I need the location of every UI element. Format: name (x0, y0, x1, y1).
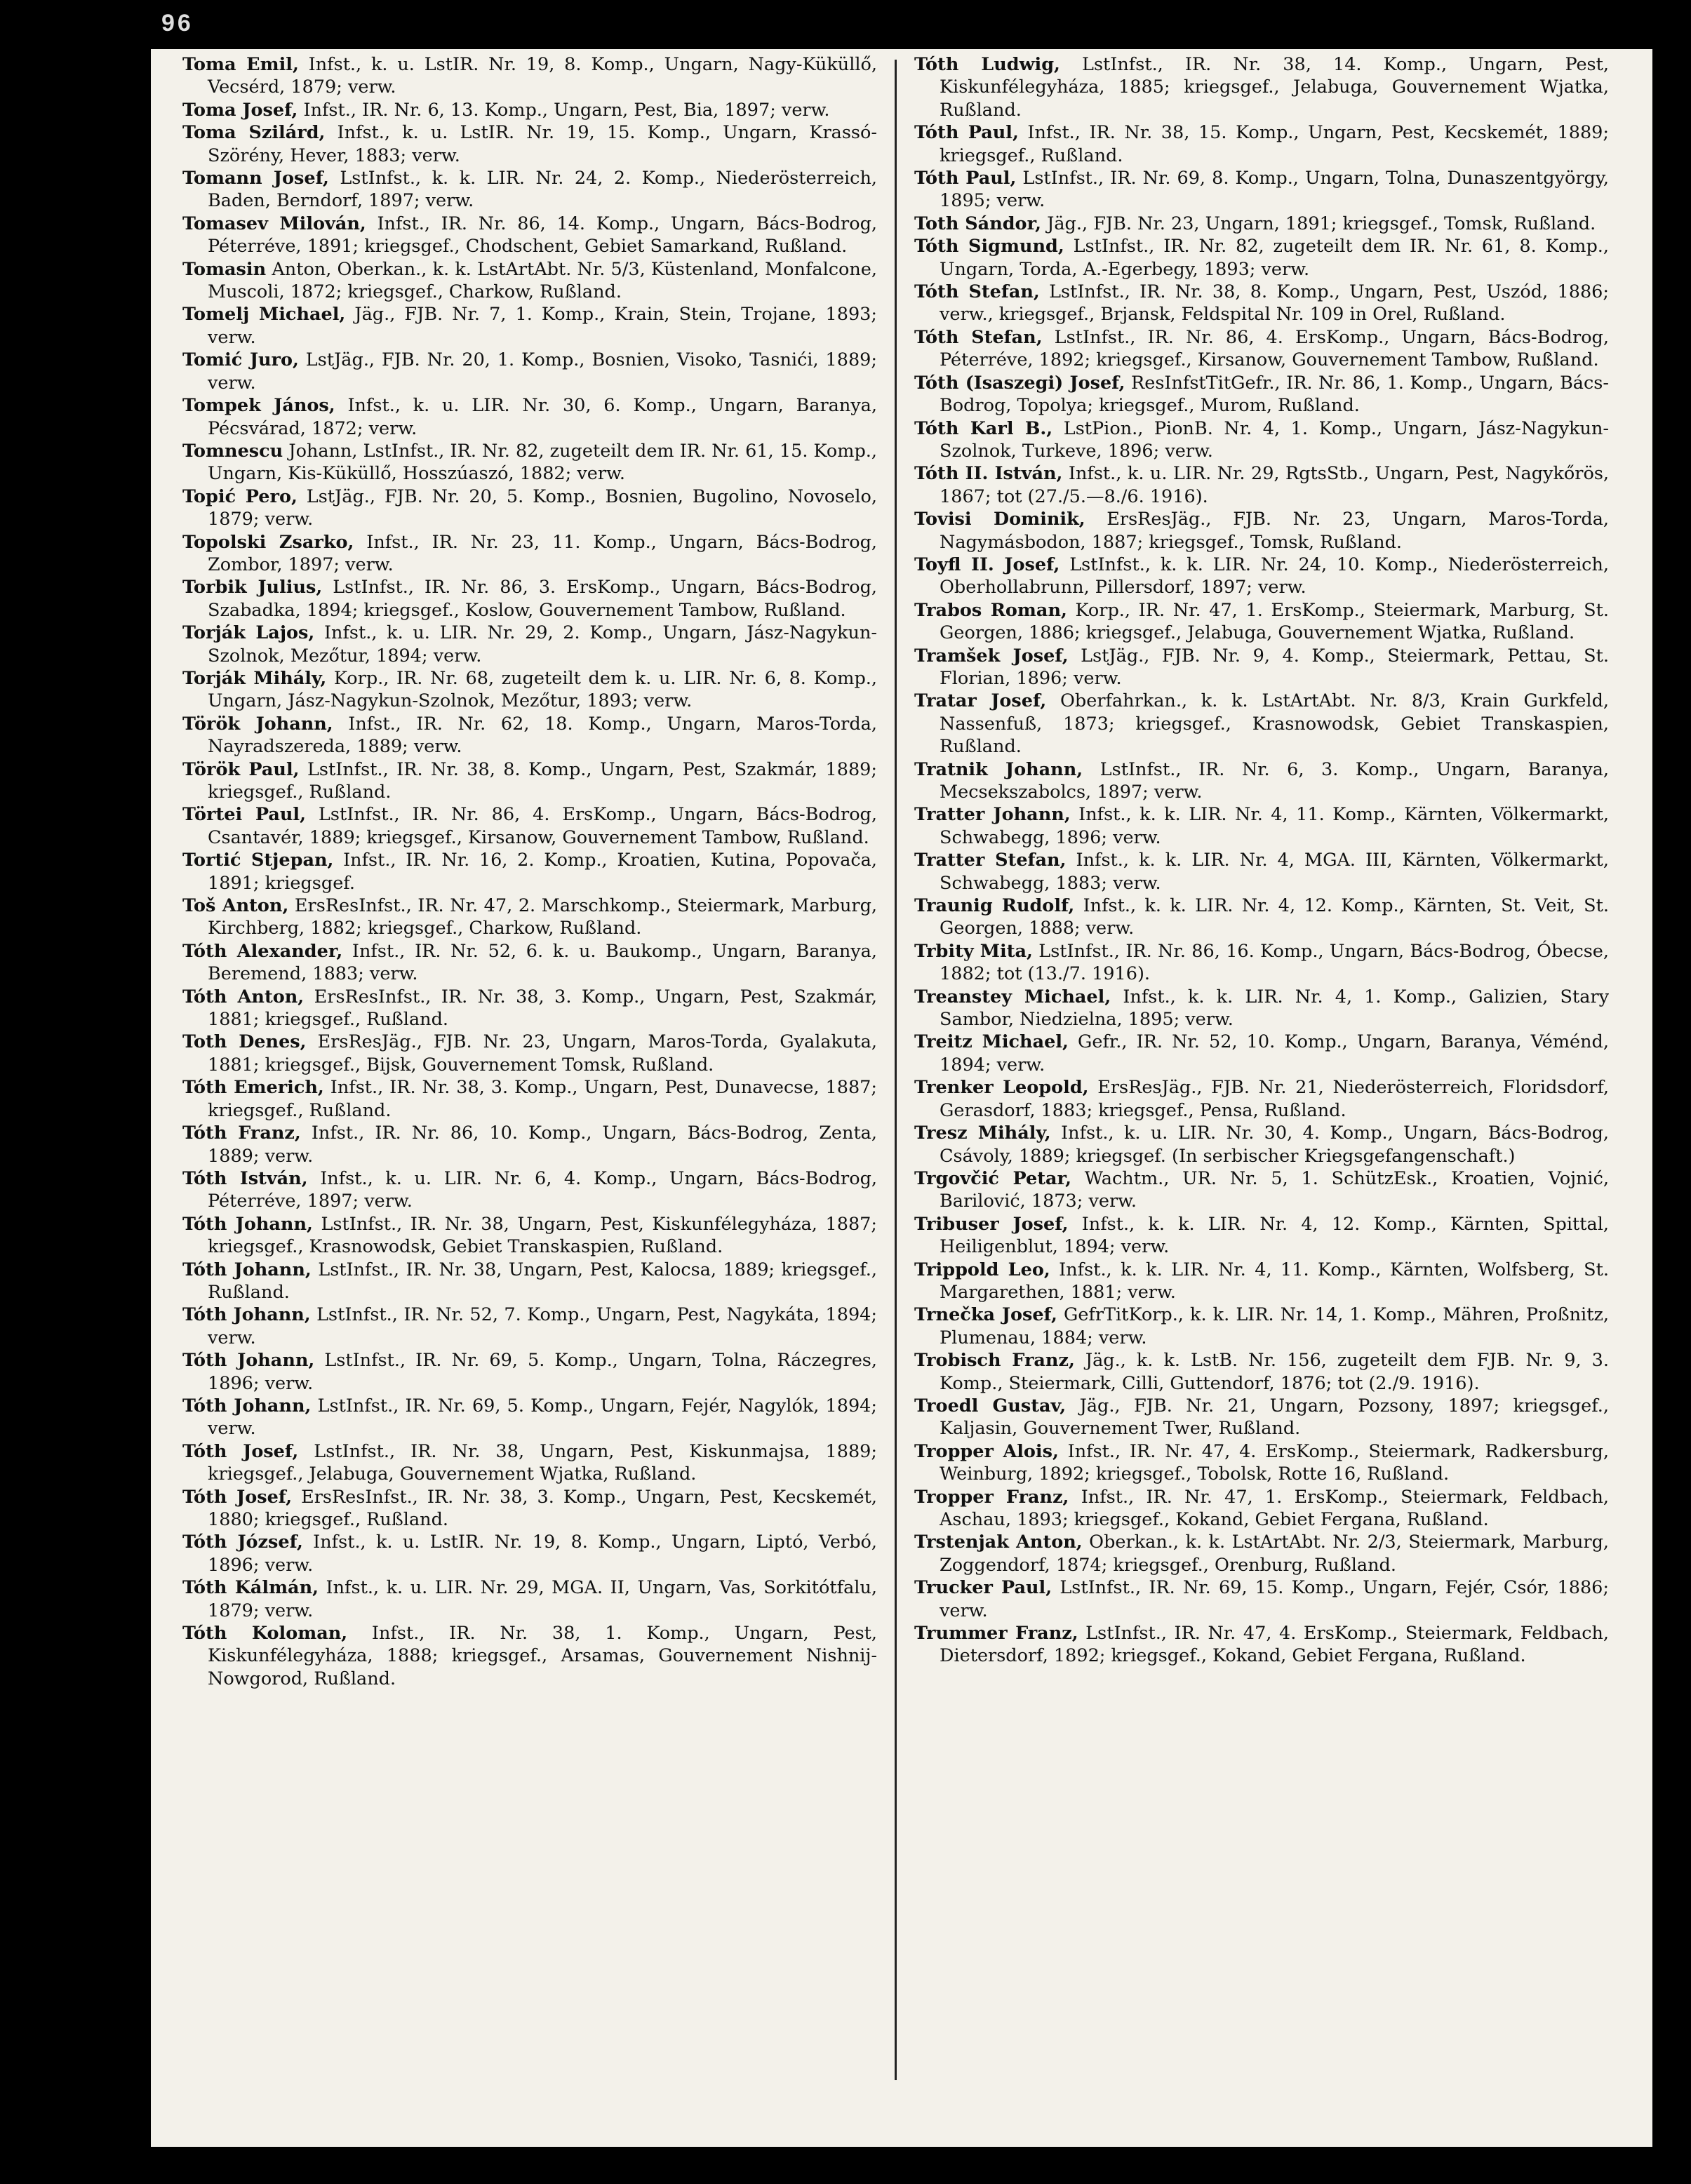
entry-name: Trstenjak Anton, (914, 1532, 1083, 1553)
list-item (914, 1531, 1609, 1576)
list-item (182, 803, 877, 849)
entry-name: Tóth Josef, (182, 1486, 293, 1508)
entry-details: Infst., IR. Nr. 52, 6. k. u. Baukomp., Ungarn, Baranya, Beremend, 1883; verw. (208, 940, 877, 985)
entry-details: Infst., IR. Nr. 86, 14. Komp., Ungarn, Bács-Bodrog, Péterréve, 1891; kriegsgef., Chodschent, Gebiet Samarkand, Rußland. (208, 213, 877, 257)
entry-details: Infst., IR. Nr. 86, 10. Komp., Ungarn, Bács-Bodrog, Zenta, 1889; verw. (208, 1123, 877, 1167)
entry-name: Tóth Franz, (182, 1123, 301, 1144)
list-item (182, 258, 877, 304)
entry-details: LstInfst., IR. Nr. 38, 8. Komp., Ungarn, Pest, Szakmár, 1889; kriegsgef., Rußland. (208, 758, 877, 803)
list-item (914, 1259, 1609, 1304)
entry-details: Infst., IR. Nr. 16, 2. Komp., Kroatien, Kutina, Popovača, 1891; kriegsgef. (208, 850, 877, 894)
entry-name: Tratar Josef, (914, 690, 1047, 712)
entry-details: LstJäg., FJB. Nr. 20, 1. Komp., Bosnien, Visoko, Tasnići, 1889; verw. (208, 349, 877, 394)
entry-details: LstInfst., IR. Nr. 86, 4. ErsKomp., Ungarn, Bács-Bodrog, Péterréve, 1892; kriegsgef., Kirsanow, Gouvernement Tambow, Rußland. (940, 326, 1609, 371)
entry-details: ErsResInfst., IR. Nr. 38, 3. Komp., Ungarn, Pest, Kecskemét, 1880; kriegsgef., Rußland. (208, 1486, 877, 1530)
entry-name: Tóth Sigmund, (914, 236, 1064, 257)
entry-name: Tovisi Dominik, (914, 509, 1085, 530)
list-item (914, 417, 1609, 463)
entry-details: Korp., IR. Nr. 68, zugeteilt dem k. u. LIR. Nr. 6, 8. Komp., Ungarn, Jász-Nagykun-Szolnok, Mezőtur, 1893; verw. (208, 667, 877, 712)
list-item (914, 1304, 1609, 1349)
list-item (914, 986, 1609, 1031)
list-item (914, 1167, 1609, 1213)
column-divider (895, 60, 897, 2080)
entry-details: Infst., k. u. LstIR. Nr. 19, 15. Komp., Ungarn, Krassó-Szörény, Hever, 1883; verw. (208, 122, 877, 166)
entry-details: GefrTitKorp., k. k. LIR. Nr. 14, 1. Komp., Mähren, Proßnitz, Plumenau, 1884; verw. (940, 1304, 1609, 1348)
list-item (914, 645, 1609, 690)
entry-name: Trummer Franz, (914, 1623, 1078, 1644)
entry-name: Tóth Anton, (182, 986, 305, 1007)
list-item (182, 1031, 877, 1076)
list-item (914, 1440, 1609, 1486)
entry-name: Toth Denes, (182, 1031, 307, 1053)
entry-name: Tompek János, (182, 395, 335, 417)
entry-details: Infst., k. u. LstIR. Nr. 19, 8. Komp., Ungarn, Liptó, Verbó, 1896; verw. (208, 1532, 877, 1576)
list-item (914, 1031, 1609, 1076)
entry-name: Tóth Johann, (182, 1350, 315, 1372)
entry-name: Tropper Alois, (914, 1440, 1059, 1462)
entry-details: LstInfst., IR. Nr. 69, 15. Komp., Ungarn, Fejér, Csór, 1886; verw. (940, 1577, 1609, 1621)
entry-details: Infst., k. u. LstIR. Nr. 19, 8. Komp., Ungarn, Nagy-Küküllő, Vecsérd, 1879; verw. (208, 54, 877, 98)
list-item (914, 599, 1609, 645)
list-item (182, 531, 877, 577)
entry-details: ErsResJäg., FJB. Nr. 23, Ungarn, Maros-Torda, Gyalakuta, 1881; kriegsgef., Bijsk, Gouvernement Tomsk, Rußland. (208, 1031, 877, 1076)
entry-name: Trippold Leo, (914, 1259, 1050, 1280)
entry-name: Tresz Mihály, (914, 1123, 1051, 1144)
entry-details: LstInfst., k. k. LIR. Nr. 24, 10. Komp., Niederösterreich, Oberhollabrunn, Pillersdorf, 1897; verw. (940, 554, 1609, 598)
list-item (182, 394, 877, 440)
entry-name: Tomić Juro, (182, 349, 299, 371)
list-item (914, 1395, 1609, 1440)
entry-name: Tomann Josef, (182, 168, 329, 189)
entry-details: LstInfst., IR. Nr. 38, 14. Komp., Ungarn, Pest, Kiskunfélegyháza, 1885; kriegsgef., Jelabuga, Gouvernement Wjatka, Rußland. (940, 54, 1609, 121)
list-item (182, 1349, 877, 1395)
entry-name: Tóth Karl B., (914, 417, 1053, 439)
entry-details: ErsResInfst., IR. Nr. 47, 2. Marschkomp., Steiermark, Marburg, Kirchberg, 1882; kriegsgef., Charkow, Rußland. (208, 895, 878, 939)
list-item (914, 167, 1609, 213)
list-item (182, 349, 877, 394)
list-item (182, 667, 877, 713)
entry-details: LstInfst., IR. Nr. 38, 8. Komp., Ungarn, Pest, Uszód, 1886; verw., kriegsgef., Brjansk, Feldspital Nr. 109 in Orel, Rußland. (940, 281, 1609, 326)
entry-name: Torják Lajos, (182, 622, 315, 644)
list-item (182, 1213, 877, 1259)
entry-details: Infst., IR. Nr. 23, 11. Komp., Ungarn, Bács-Bodrog, Zombor, 1897; verw. (208, 531, 877, 575)
list-item (914, 849, 1609, 895)
list-item (182, 940, 877, 986)
list-item (182, 121, 877, 167)
entry-name: Trbity Mita, (914, 940, 1033, 962)
entry-details: Infst., IR. Nr. 6, 13. Komp., Ungarn, Pest, Bia, 1897; verw. (298, 99, 830, 121)
entry-details: Infst., k. u. LIR. Nr. 30, 6. Komp., Ungarn, Baranya, Pécsvárad, 1872; verw. (208, 395, 877, 439)
list-item (182, 99, 877, 121)
list-item (914, 281, 1609, 326)
entry-name: Trucker Paul, (914, 1577, 1052, 1599)
entry-details: LstInfst., IR. Nr. 69, 5. Komp., Ungarn, Fejér, Nagylók, 1894; verw. (208, 1395, 878, 1440)
entry-name: Tribuser Josef, (914, 1213, 1069, 1235)
entry-details: Infst., IR. Nr. 38, 15. Komp., Ungarn, Pest, Kecskemét, 1889; kriegsgef., Rußland. (940, 122, 1609, 166)
entry-name: Tóth (Isaszegi) Josef, (914, 372, 1125, 394)
list-item (914, 803, 1609, 849)
entry-name: Topolski Zsarko, (182, 531, 354, 553)
entry-details: LstInfst., IR. Nr. 38, Ungarn, Pest, Kiskunfélegyháza, 1887; kriegsgef., Krasnowodsk, Gebiet Transkaspien, Rußland. (208, 1213, 877, 1258)
entry-name: Trenker Leopold, (914, 1077, 1089, 1099)
list-item (182, 1440, 877, 1486)
entry-name: Trgovčić Petar, (914, 1167, 1071, 1189)
entry-details: LstInfst., IR. Nr. 86, 3. ErsKomp., Ungarn, Bács-Bodrog, Szabadka, 1894; kriegsgef., Koslow, Gouvernement Tambow, Rußland. (208, 577, 877, 621)
entry-name: Toma Szilárd, (182, 122, 326, 144)
entry-name: Tóth József, (182, 1532, 303, 1553)
entry-name: Tóth Ludwig, (914, 54, 1060, 75)
entry-details: LstInfst., IR. Nr. 47, 4. ErsKomp., Steiermark, Feldbach, Dietersdorf, 1892; kriegsgef., Kokand, Gebiet Fergana, Rußland. (940, 1623, 1610, 1667)
entry-name: Tóth Stefan, (914, 326, 1043, 348)
entry-name: Törtei Paul, (182, 804, 306, 826)
entry-details: LstInfst., k. k. LIR. Nr. 24, 2. Komp., Niederösterreich, Baden, Berndorf, 1897; verw. (208, 168, 877, 212)
entry-name: Treanstey Michael, (914, 986, 1111, 1007)
entry-details: Infst., k. u. LIR. Nr. 29, MGA. II, Ungarn, Vas, Sorkitótfalu, 1879; verw. (208, 1577, 877, 1621)
entry-name: Tóth Johann, (182, 1395, 312, 1416)
entry-details: Infst., k. u. LIR. Nr. 29, RgtsStb., Ungarn, Pest, Nagykőrös, 1867; tot (27./5.—8./6. 1916). (940, 463, 1610, 507)
list-item (914, 554, 1609, 599)
entry-name: Trnečka Josef, (914, 1304, 1057, 1326)
list-item (182, 1122, 877, 1167)
list-item (914, 1076, 1609, 1122)
entry-details: Gefr., IR. Nr. 52, 10. Komp., Ungarn, Baranya, Véménd, 1894; verw. (940, 1031, 1609, 1076)
list-item (914, 121, 1609, 167)
entry-details: ResInfstTitGefr., IR. Nr. 86, 1. Komp., Ungarn, Bács-Bodrog, Topolya; kriegsgef., Murom, Rußland. (940, 372, 1609, 417)
list-item (182, 167, 877, 213)
entry-details: Infst., IR. Nr. 47, 1. ErsKomp., Steiermark, Feldbach, Aschau, 1893; kriegsgef., Kokand, Gebiet Fergana, Rußland. (940, 1486, 1609, 1530)
entry-details: Jäg., FJB. Nr. 23, Ungarn, 1891; kriegsgef., Tomsk, Rußland. (1041, 213, 1596, 234)
entry-details: LstInfst., IR. Nr. 86, 4. ErsKomp., Ungarn, Bács-Bodrog, Csantavér, 1889; kriegsgef., Kirsanow, Gouvernement Tambow, Rußland. (208, 804, 877, 848)
entry-details: LstInfst., IR. Nr. 69, 5. Komp., Ungarn, Tolna, Ráczegres, 1896; verw. (208, 1350, 877, 1394)
entry-name: Török Paul, (182, 758, 300, 780)
entry-details: LstInfst., IR. Nr. 69, 8. Komp., Ungarn, Tolna, Dunaszentgyörgy, 1895; verw. (940, 168, 1609, 212)
entry-name: Tóth Koloman, (182, 1623, 348, 1644)
entry-name: Tropper Franz, (914, 1486, 1069, 1508)
list-item (182, 303, 877, 349)
entry-name: Torbik Julius, (182, 577, 323, 598)
entry-details: Oberkan., k. k. LstArtAbt. Nr. 2/3, Steiermark, Marburg, Zoggendorf, 1874; kriegsgef., Orenburg, Rußland. (940, 1532, 1610, 1576)
entry-name: Tóth Alexander, (182, 940, 343, 962)
entry-name: Tóth Kálmán, (182, 1577, 319, 1599)
list-item (182, 1259, 877, 1304)
list-item (914, 508, 1609, 554)
entry-name: Tomasev Milován, (182, 213, 366, 234)
entry-details: Infst., k. u. LIR. Nr. 6, 4. Komp., Ungarn, Bács-Bodrog, Péterréve, 1897; verw. (208, 1167, 877, 1212)
entry-details: Wachtm., UR. Nr. 5, 1. SchützEsk., Kroatien, Vojnić, Barilović, 1873; verw. (940, 1167, 1609, 1212)
entry-details: Anton, Oberkan., k. k. LstArtAbt. Nr. 5/3, Küstenland, Monfalcone, Muscoli, 1872; kriegsgef., Charkow, Rußland. (208, 258, 877, 303)
list-item (914, 1122, 1609, 1167)
entry-details: Infst., k. k. LIR. Nr. 4, 11. Komp., Kärnten, Völkermarkt, Schwabegg, 1896; verw. (940, 804, 1610, 848)
list-item (182, 1395, 877, 1440)
entry-details: Infst., IR. Nr. 62, 18. Komp., Ungarn, Maros-Torda, Nayradszereda, 1889; verw. (208, 713, 877, 758)
entry-details: LstJäg., FJB. Nr. 9, 4. Komp., Steiermark, Pettau, St. Florian, 1896; verw. (940, 645, 1609, 689)
entry-name: Tratter Johann, (914, 804, 1071, 826)
list-item (914, 690, 1609, 758)
entry-name: Tóth Paul, (914, 168, 1017, 189)
entry-details: LstJäg., FJB. Nr. 20, 5. Komp., Bosnien, Bugolino, Novoselo, 1879; verw. (208, 485, 877, 530)
entry-details: Jäg., FJB. Nr. 21, Ungarn, Pozsony, 1897; kriegsgef., Kaljasin, Gouvernement Twer, Rußland. (940, 1395, 1609, 1440)
entry-name: Toš Anton, (182, 895, 289, 917)
entry-details: LstInfst., IR. Nr. 6, 3. Komp., Ungarn, Baranya, Mecsekszabolcs, 1897; verw. (940, 758, 1610, 803)
entry-name: Tratnik Johann, (914, 758, 1083, 780)
list-item (914, 372, 1609, 417)
list-item (182, 485, 877, 531)
list-item (914, 462, 1609, 508)
entry-details: Jäg., FJB. Nr. 7, 1. Komp., Krain, Stein, Trojane, 1893; verw. (208, 304, 877, 348)
entry-details: Infst., IR. Nr. 38, 1. Komp., Ungarn, Pest, Kiskunfélegyháza, 1888; kriegsgef., Arsamas, Gouvernement Nishnij-Nowgorod, Rußland. (208, 1623, 878, 1689)
list-item (182, 1531, 877, 1576)
list-item (182, 576, 877, 622)
entry-name: Török Johann, (182, 713, 333, 735)
list-item (182, 1076, 877, 1122)
entry-details: LstInfst., IR. Nr. 38, Ungarn, Pest, Kiskunmajsa, 1889; kriegsgef., Jelabuga, Gouvernement Wjatka, Rußland. (208, 1440, 877, 1485)
entry-name: Tóth Emerich, (182, 1077, 324, 1099)
left-column (182, 53, 877, 1690)
list-item (182, 440, 877, 485)
list-item (182, 895, 877, 940)
list-item (914, 213, 1609, 235)
entry-name: Tratter Stefan, (914, 850, 1067, 871)
list-item (182, 758, 877, 804)
list-item (182, 622, 877, 667)
page-number: 96 (161, 10, 194, 36)
list-item (914, 758, 1609, 804)
list-item (914, 940, 1609, 986)
entry-name: Tramšek Josef, (914, 645, 1069, 666)
entry-details: ErsResJäg., FJB. Nr. 23, Ungarn, Maros-Torda, Nagymásbodon, 1887; kriegsgef., Tomsk, Rußland. (940, 509, 1610, 553)
list-item (914, 1349, 1609, 1395)
entry-details: Jäg., k. k. LstB. Nr. 156, zugeteilt dem FJB. Nr. 9, 3. Komp., Steiermark, Cilli, Guttendorf, 1876; tot (2./9. 1916). (940, 1350, 1609, 1394)
list-item (182, 713, 877, 758)
entry-details: Oberfahrkan., k. k. LstArtAbt. Nr. 8/3, Krain Gurkfeld, Nassenfuß, 1873; kriegsgef., Krasnowodsk, Gebiet Transkaspien, Rußland. (940, 690, 1609, 758)
list-item (914, 235, 1609, 281)
entry-details: LstInfst., IR. Nr. 38, Ungarn, Pest, Kalocsa, 1889; kriegsgef., Rußland. (208, 1259, 877, 1303)
entry-details: LstPion., PionB. Nr. 4, 1. Komp., Ungarn, Jász-Nagykun-Szolnok, Turkeve, 1896; verw. (940, 417, 1610, 462)
entry-details: LstInfst., IR. Nr. 52, 7. Komp., Ungarn, Pest, Nagykáta, 1894; verw. (208, 1304, 877, 1348)
list-item (914, 53, 1609, 121)
entry-name: Tomasin (182, 258, 267, 280)
entry-details: Infst., k. k. LIR. Nr. 4, 12. Komp., Kärnten, Spittal, Heiligenblut, 1894; verw. (940, 1213, 1609, 1258)
entry-name: Tomnescu (182, 440, 283, 462)
entry-details: Johann, LstInfst., IR. Nr. 82, zugeteilt dem IR. Nr. 61, 15. Komp., Ungarn, Kis-Küküllő, Hosszúaszó, 1882; verw. (208, 440, 877, 485)
list-item (182, 213, 877, 258)
entry-name: Troedl Gustav, (914, 1395, 1067, 1416)
entry-name: Trabos Roman, (914, 599, 1067, 621)
list-item (914, 1213, 1609, 1259)
entry-details: Korp., IR. Nr. 47, 1. ErsKomp., Steiermark, Marburg, St. Georgen, 1886; kriegsgef., Jelabuga, Gouvernement Wjatka, Rußland. (940, 599, 1609, 644)
entry-details: Infst., k. k. LIR. Nr. 4, 1. Komp., Galizien, Stary Sambor, Niedzielna, 1895; verw. (940, 986, 1609, 1031)
entry-details: Infst., k. k. LIR. Nr. 4, MGA. III, Kärnten, Völkermarkt, Schwabegg, 1883; verw. (940, 850, 1609, 894)
entry-details: Infst., k. k. LIR. Nr. 4, 11. Komp., Kärnten, Wolfsberg, St. Margarethen, 1881; verw. (940, 1259, 1609, 1303)
list-item (182, 1486, 877, 1532)
list-item (914, 1576, 1609, 1622)
entry-name: Toyfl II. Josef, (914, 554, 1060, 575)
list-item (182, 986, 877, 1031)
entry-name: Tóth Johann, (182, 1304, 311, 1326)
list-item (182, 1167, 877, 1213)
entry-details: Infst., k. u. LIR. Nr. 30, 4. Komp., Ungarn, Bács-Bodrog, Csávoly, 1889; kriegsgef. (In serbischer Kriegsgefangenschaft.) (940, 1123, 1610, 1167)
entry-name: Tóth Stefan, (914, 281, 1040, 303)
entry-name: Traunig Rudolf, (914, 895, 1075, 917)
entry-name: Tóth Josef, (182, 1440, 299, 1462)
list-item (914, 1622, 1609, 1668)
entry-name: Tóth II. István, (914, 463, 1063, 485)
entry-details: Infst., k. k. LIR. Nr. 4, 12. Komp., Kärnten, St. Veit, St. Georgen, 1888; verw. (940, 895, 1609, 939)
list-item (182, 1304, 877, 1349)
entry-name: Topić Pero, (182, 485, 298, 507)
list-item (914, 326, 1609, 372)
entry-details: LstInfst., IR. Nr. 82, zugeteilt dem IR. Nr. 61, 8. Komp., Ungarn, Torda, A.-Egerbegy, 1893; verw. (940, 236, 1609, 280)
entry-name: Treitz Michael, (914, 1031, 1069, 1053)
right-column (914, 53, 1609, 1668)
list-item (182, 849, 877, 895)
entry-name: Tóth István, (182, 1167, 308, 1189)
list-item (914, 895, 1609, 940)
entry-name: Tóth Johann, (182, 1259, 312, 1280)
entry-name: Toma Josef, (182, 99, 298, 121)
list-item (914, 1486, 1609, 1532)
entry-name: Torják Mihály, (182, 667, 327, 689)
list-item (182, 1576, 877, 1622)
entry-name: Tóth Johann, (182, 1213, 313, 1235)
entry-name: Tortić Stjepan, (182, 850, 334, 871)
entry-details: ErsResJäg., FJB. Nr. 21, Niederösterreich, Floridsdorf, Gerasdorf, 1883; kriegsgef., Pensa, Rußland. (940, 1077, 1609, 1121)
entry-name: Trobisch Franz, (914, 1350, 1075, 1372)
entry-name: Toma Emil, (182, 54, 299, 75)
entry-details: Infst., IR. Nr. 47, 4. ErsKomp., Steiermark, Radkersburg, Weinburg, 1892; kriegsgef., Tobolsk, Rotte 16, Rußland. (940, 1440, 1609, 1485)
entry-name: Tóth Paul, (914, 122, 1019, 144)
list-item (182, 1622, 877, 1690)
list-item (182, 53, 877, 99)
entry-name: Toth Sándor, (914, 213, 1042, 234)
entry-name: Tomelj Michael, (182, 304, 346, 326)
entry-details: Infst., k. u. LIR. Nr. 29, 2. Komp., Ungarn, Jász-Nagykun-Szolnok, Mezőtur, 1894; verw. (208, 622, 878, 666)
entry-details: LstInfst., IR. Nr. 86, 16. Komp., Ungarn, Bács-Bodrog, Óbecse, 1882; tot (13./7. 1916). (940, 940, 1610, 985)
entry-details: Infst., IR. Nr. 38, 3. Komp., Ungarn, Pest, Dunavecse, 1887; kriegsgef., Rußland. (208, 1077, 878, 1121)
entry-details: ErsResInfst., IR. Nr. 38, 3. Komp., Ungarn, Pest, Szakmár, 1881; kriegsgef., Rußland. (208, 986, 877, 1031)
